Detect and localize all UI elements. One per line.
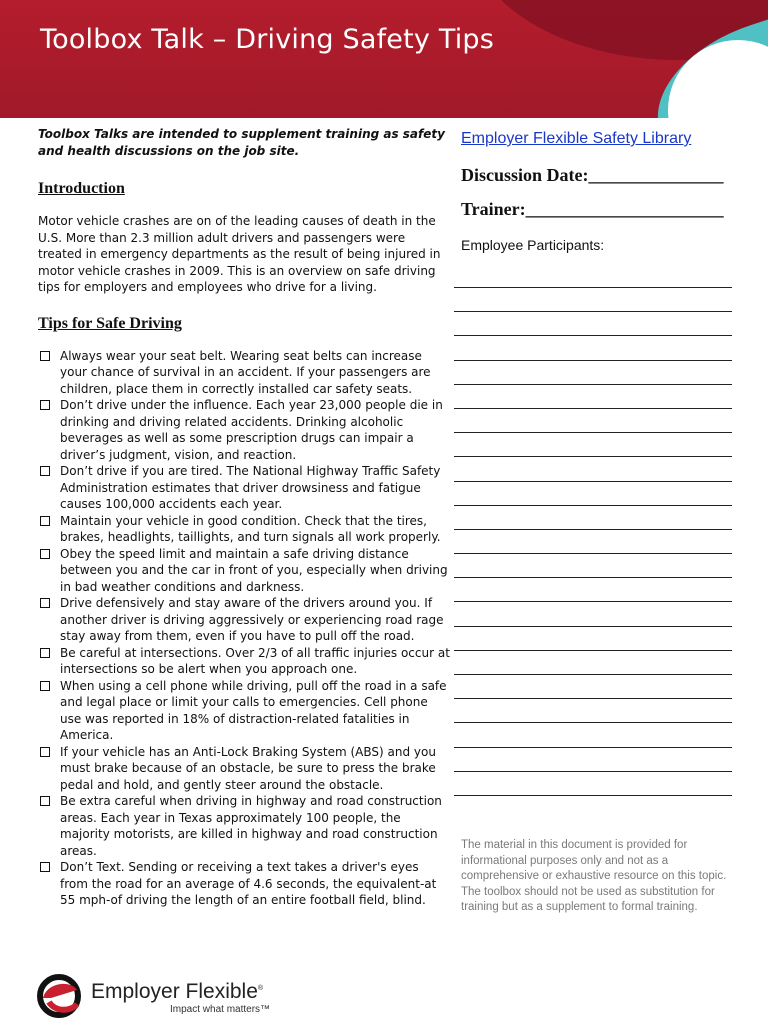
- page-header: [0, 0, 768, 118]
- participant-line[interactable]: [454, 553, 732, 554]
- tip-text: Drive defensively and stay aware of the drivers around you. If another driver is driving aggressively or experiencing road rage stay away from them, even if you have to pull off the road.: [60, 596, 444, 643]
- tip-text: Be careful at intersections. Over 2/3 of all traffic injuries occur at intersections so be alert when you approach one.: [60, 645, 450, 676]
- tips-heading: Tips for Safe Driving: [38, 314, 182, 332]
- participant-line[interactable]: [454, 529, 732, 530]
- e-logo-icon: [37, 972, 85, 1018]
- tips-list: [38, 348, 450, 909]
- checkbox-icon: [40, 516, 50, 526]
- page-title: Toolbox Talk – Driving Safety Tips: [40, 24, 495, 55]
- right-column: [461, 128, 736, 253]
- tip-text: If your vehicle has an Anti-Lock Braking System (ABS) and you must brake because of an obstacle, be sure to press the brake pedal and hold, and gently steer around the obstacle.: [60, 744, 436, 792]
- checkbox-icon: [40, 598, 50, 608]
- participant-line[interactable]: [454, 795, 732, 796]
- disclaimer: The material in this document is provided for informational purposes only and not as a comprehensive or exhaustive resource on this topic. The toolbox should not be used as substitution for training but as a supplement to formal training.: [461, 839, 727, 913]
- participants-label: Employee Participants:: [461, 237, 605, 253]
- participant-line[interactable]: [454, 481, 732, 482]
- logo-name: Employer Flexible®: [91, 980, 264, 1003]
- tip-item: [38, 859, 450, 909]
- checkbox-icon: [40, 796, 50, 806]
- checkbox-icon: [40, 351, 50, 361]
- tip-text: Be extra careful when driving in highway and road construction areas. Each year in Texas approximately 100 people, the majority motorists, are killed in highway and road construction areas.: [60, 794, 442, 858]
- checkbox-icon: [40, 862, 50, 872]
- participant-line[interactable]: [454, 771, 732, 772]
- tip-item: [38, 513, 450, 546]
- participant-line[interactable]: [454, 384, 732, 385]
- tip-text: Always wear your seat belt. Wearing seat belts can increase your chance of survival in an accident. If your passengers are children, place them in correctly installed car safety seats.: [60, 348, 431, 396]
- participant-line[interactable]: [454, 577, 732, 578]
- participant-line[interactable]: [454, 650, 732, 651]
- checkbox-icon: [40, 681, 50, 691]
- tip-text: Don’t drive if you are tired. The National Highway Traffic Safety Administration estimates that driver drowsiness and fatigue causes 100,000 accidents each year.: [60, 464, 441, 511]
- participant-line[interactable]: [454, 360, 732, 361]
- tip-item: [38, 397, 450, 463]
- intro-note: Toolbox Talks are intended to supplement training as safety and health discussions on the job site.: [38, 127, 445, 158]
- left-column: [38, 126, 450, 909]
- trainer-field[interactable]: Trainer:______________________: [461, 199, 724, 219]
- checkbox-icon: [40, 747, 50, 757]
- tip-item: [38, 744, 450, 794]
- participant-line[interactable]: [454, 747, 732, 748]
- tip-item: [38, 645, 450, 678]
- participant-line[interactable]: [454, 722, 732, 723]
- tip-item: [38, 348, 450, 398]
- checkbox-icon: [40, 549, 50, 559]
- participant-line[interactable]: [454, 408, 732, 409]
- tip-text: Maintain your vehicle in good condition. Check that the tires, brakes, headlights, taillights, and turn signals all work properly.: [60, 513, 441, 544]
- tip-item: [38, 546, 450, 596]
- participant-line[interactable]: [454, 505, 732, 506]
- participant-line[interactable]: [454, 432, 732, 433]
- safety-library-link[interactable]: Employer Flexible Safety Library: [461, 130, 692, 147]
- participant-line[interactable]: [454, 311, 732, 312]
- participant-line[interactable]: [454, 601, 732, 602]
- logo-tagline: Impact what matters™: [170, 1004, 271, 1015]
- checkbox-icon: [40, 648, 50, 658]
- participant-line[interactable]: [454, 456, 732, 457]
- participant-line[interactable]: [454, 698, 732, 699]
- participant-line[interactable]: [454, 287, 732, 288]
- tip-text: When using a cell phone while driving, pull off the road in a safe and legal place or limit your calls to emergencies. Cell phone use was reported in 18% of distraction-related fatalities in America.: [60, 678, 447, 742]
- checkbox-icon: [40, 466, 50, 476]
- employer-flexible-logo: [37, 972, 297, 1018]
- participant-line[interactable]: [454, 335, 732, 336]
- tip-item: [38, 793, 450, 859]
- tip-item: [38, 678, 450, 744]
- introduction-body: Motor vehicle crashes are on of the leading causes of death in the U.S. More than 2.3 million adult drivers and passengers were treated in emergency departments as the result of being injured in motor vehicle crashes in 2009. This is an overview on safe driving tips for employers and employees who drive for a living.: [38, 214, 441, 294]
- tip-item: [38, 463, 450, 513]
- checkbox-icon: [40, 400, 50, 410]
- discussion-date-field[interactable]: Discussion Date:_______________: [461, 165, 724, 185]
- tip-text: Obey the speed limit and maintain a safe driving distance between you and the car in front of you, especially when driving in bad weather conditions and darkness.: [60, 546, 448, 594]
- tip-text: Don’t drive under the influence. Each year 23,000 people die in drinking and driving related accidents. Drinking alcoholic beverages as well as some prescription drugs can impair a driver’s judgment, vision, and reaction.: [60, 398, 443, 462]
- participant-line[interactable]: [454, 674, 732, 675]
- participant-line[interactable]: [454, 626, 732, 627]
- tip-item: [38, 595, 450, 645]
- introduction-heading: Introduction: [38, 180, 125, 197]
- participant-signature-lines: [454, 287, 732, 819]
- tip-text: Don’t Text. Sending or receiving a text takes a driver's eyes from the road for an average of 4.6 seconds, the equivalent-at 55 mph-of driving the length of an entire football field, blind.: [60, 860, 437, 907]
